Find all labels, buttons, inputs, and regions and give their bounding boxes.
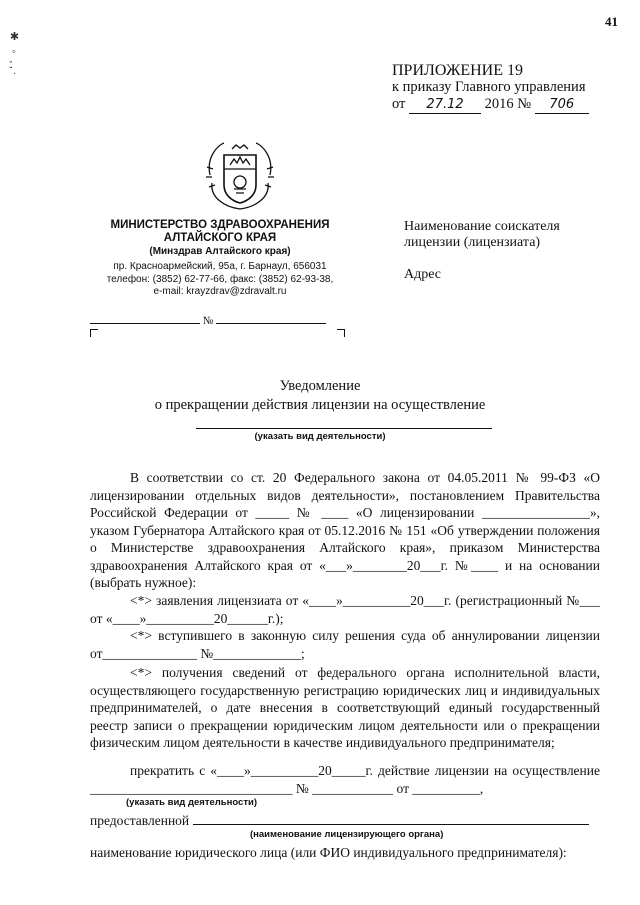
- notice-title: Уведомление: [279, 378, 361, 394]
- option-federal-info: <*> получения сведений от федерального органа исполнительной власти, осуществляющего государственную регистрацию юридических лиц и индивидуальных предпринимателей, о дате внесения в соответствующий единый государственный реестр записи о прекращении юридическим лицом деятельности или о прекращении физическим лицом деятельности в качестве индивидуального предпринимателя;: [90, 665, 600, 750]
- recipient-name-label: Наименование соискателя лицензии (лицензиата): [404, 219, 560, 250]
- notice-subtitle: о прекращении действия лицензии на осуществление: [154, 397, 486, 413]
- appendix-header: [392, 62, 589, 114]
- ministry-address: пр. Красноармейский, 95а, г. Барнаул, 656031: [113, 261, 327, 272]
- coat-of-arms-icon: [200, 137, 280, 213]
- organ-hint: (наименование лицензирующего органа): [250, 829, 444, 840]
- handwritten-date: 27.12: [409, 96, 481, 114]
- ministry-name-2: АЛТАЙСКОГО КРАЯ: [163, 232, 277, 244]
- date-prefix: от: [392, 96, 406, 112]
- ministry-block: [70, 219, 370, 299]
- activity-blank-line: [196, 428, 492, 429]
- recipient-block: [404, 219, 604, 283]
- activity-hint-2: (указать вид деятельности): [126, 797, 257, 808]
- activity-hint: (указать вид деятельности): [254, 431, 386, 442]
- reg-number-blank: [216, 312, 326, 324]
- stop-license-line: прекратить с «____»__________20_____г. действие лицензии на осуществление ______________________________ № ____________ от __________,: [90, 763, 600, 796]
- option-licensee-request: <*> заявления лицензиата от «____»__________20___г. (регистрационный №___ от «____»__________20______г.);: [90, 593, 600, 626]
- recipient-address-label: Адрес: [404, 267, 442, 282]
- corner-mark-right: [337, 329, 345, 337]
- ministry-email: e-mail: krayzdrav@zdravalt.ru: [153, 286, 287, 297]
- page-number: 41: [605, 14, 618, 29]
- licensing-organ-blank: [193, 813, 589, 825]
- registration-line: [90, 312, 350, 327]
- appendix-title: ПРИЛОЖЕНИЕ 19: [392, 62, 524, 79]
- appendix-year: 2016 №: [484, 96, 532, 112]
- provided-by-line: [90, 812, 600, 829]
- reg-number-sign: №: [202, 315, 214, 327]
- ministry-short-name: (Минздрав Алтайского края): [149, 246, 291, 257]
- option-court-decision: <*> вступившего в законную силу решения суда об аннулировании лицензии от______________ №_____________;: [90, 628, 600, 661]
- reg-date-blank: [90, 312, 200, 324]
- paragraph-basis: В соответствии со ст. 20 Федерального закона от 04.05.2011 № 99-ФЗ «О лицензировании отдельных видов деятельности», постановлением Правительства Российской Федерации от _____ № ____ «О лицензировании ________________», указом Губернатора Алтайского края от 05.12.2016 № 151 «Об утверждении положения о Министерстве здравоохранения Алтайского края», приказом Министерства здравоохранения Алтайского края от «___»________20___г. №____ и на основании (выбрать нужное):: [90, 470, 600, 590]
- handwritten-number: 706: [535, 96, 589, 114]
- ministry-phone: телефон: (3852) 62-77-66, факс: (3852) 62-93-38,: [106, 273, 334, 285]
- corner-mark-left: [90, 329, 98, 337]
- appendix-line2: к приказу Главного управления: [392, 79, 586, 95]
- entity-name-line: наименование юридического лица (или ФИО индивидуального предпринимателя):: [90, 845, 567, 860]
- appendix-date-line: [392, 96, 589, 114]
- provided-label: предоставленной: [90, 813, 190, 828]
- ministry-name-1: МИНИСТЕРСТВО ЗДРАВООХРАНЕНИЯ: [110, 219, 330, 231]
- margin-marks: ✱ ◦ , , ·: [8, 30, 20, 76]
